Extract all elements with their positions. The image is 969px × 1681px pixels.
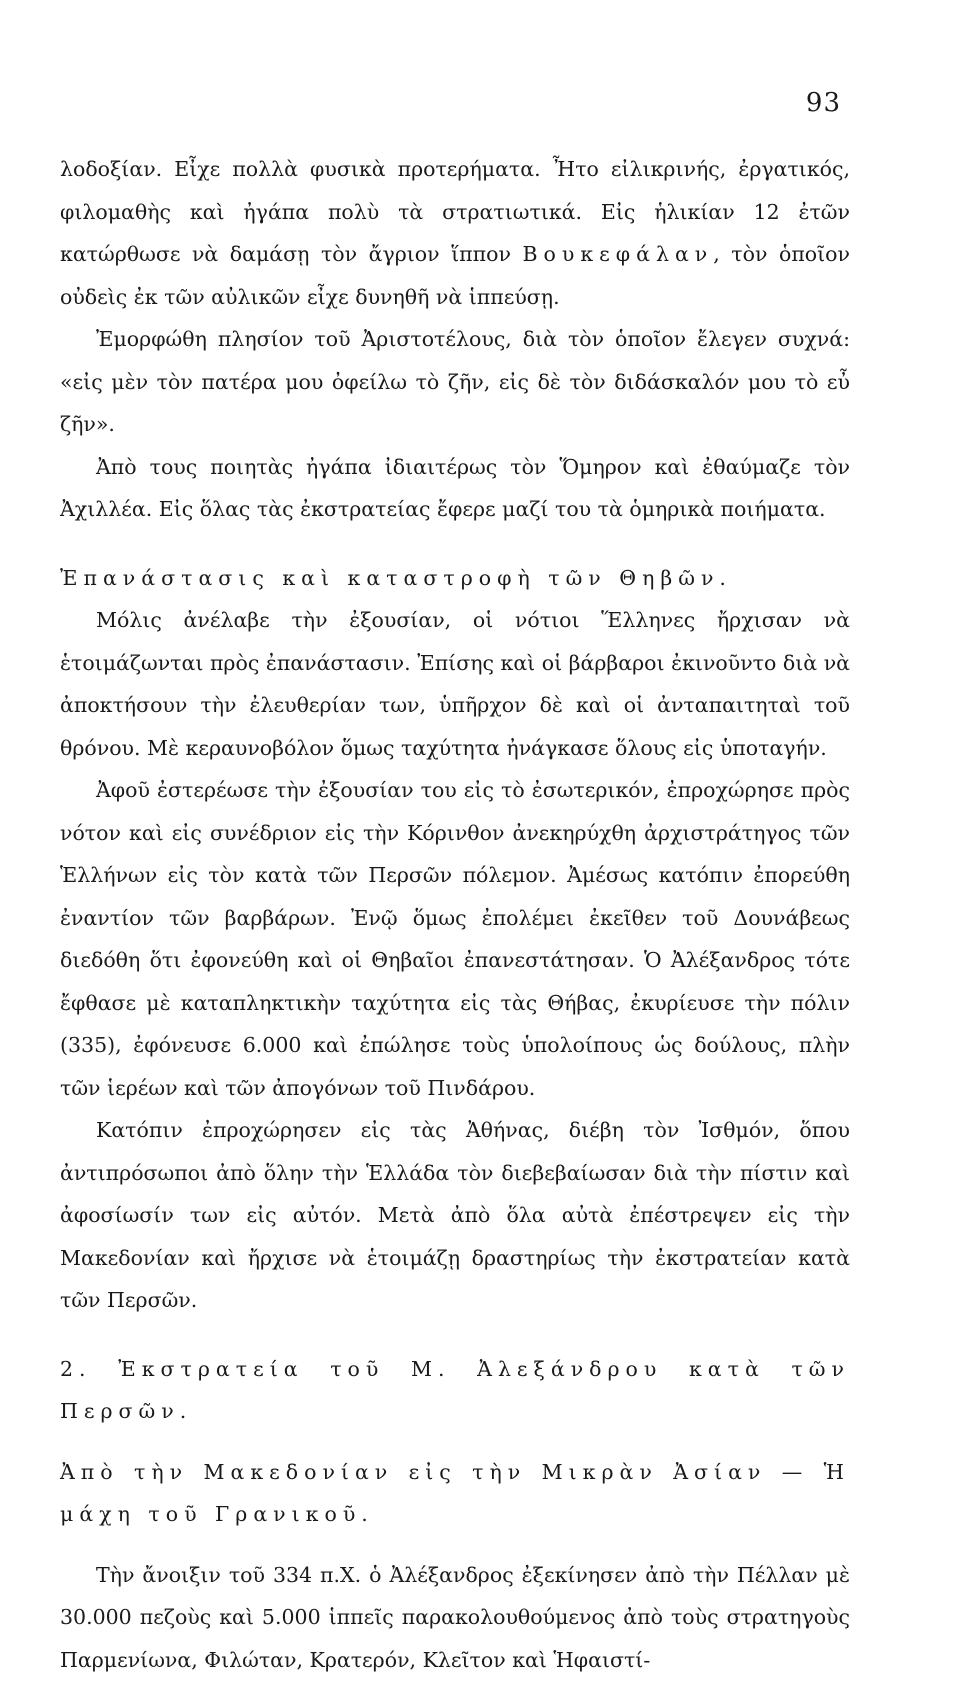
paragraph-text: λοδοξίαν. Εἶχε πολλὰ φυσικὰ προτερήματα. Ἦτο εἰλικρινής, ἐργατικός, φιλομαθὴς καὶ ἠγάπα πολὺ τὰ στρατιωτικά. Εἰς ἡλικίαν 12 ἐτῶν κατώρθωσε νὰ δαμάσῃ τὸν ἄγριον ἵππον: [60, 157, 850, 266]
section-heading-thebes: Ἐπανάστασις καὶ καταστροφὴ τῶν Θηβῶν.: [60, 557, 850, 600]
paragraph-homer: Ἀπὸ τους ποιητὰς ἠγάπα ἰδιαιτέρως τὸν Ὅμηρον καὶ ἐθαύμαζε τὸν Ἀχιλλέα. Εἰς ὅλας τὰς ἐκστρατείας ἔφερε μαζί του τὰ ὁμηρικὰ ποιήματα.: [60, 446, 850, 531]
body-text: [60, 148, 850, 1681]
paragraph-intro: [60, 148, 850, 318]
paragraph-revolt: Μόλις ἀνέλαβε τὴν ἐξουσίαν, οἱ νότιοι Ἕλληνες ἤρχισαν νὰ ἑτοιμάζωνται πρὸς ἐπανάστασιν. Ἐπίσης καὶ οἱ βάρβαροι ἐκινοῦντο διὰ νὰ ἀποκτήσουν τὴν ἐλευθερίαν των, ὑπῆρχον δὲ καὶ οἱ ἀνταπαιτηταὶ τοῦ θρόνου. Μὲ κεραυνοβόλον ὅμως ταχύτητα ἠνάγκασε ὅλους εἰς ὑποταγήν.: [60, 599, 850, 769]
page-number: 93: [806, 88, 841, 118]
section-title: Ἐκστρατεία τοῦ Μ. Ἀλεξάνδρου κατὰ τῶν Περσῶν.: [60, 1357, 850, 1424]
name-emphasis: Βουκεφάλαν: [522, 242, 713, 266]
section-number: 2.: [60, 1357, 92, 1381]
paragraph-corinth: Ἀφοῦ ἐστερέωσε τὴν ἐξουσίαν του εἰς τὸ ἐσωτερικόν, ἐπροχώρησε πρὸς νότον καὶ εἰς συνέδριον εἰς τὴν Κόρινθον ἀνεκηρύχθη ἀρχιστράτηγος τῶν Ἑλλήνων εἰς τὸν κατὰ τῶν Περσῶν πόλεμον. Ἀμέσως κατόπιν ἐπορεύθη ἐναντίον τῶν βαρβάρων. Ἐνῷ ὅμως ἐπολέμει ἐκεῖθεν τοῦ Δουνάβεως διεδόθη ὅτι ἐφονεύθη καὶ οἱ Θηβαῖοι ἐπανεστάτησαν. Ὁ Ἀλέξανδρος τότε ἔφθασε μὲ καταπληκτικὴν ταχύτητα εἰς τὰς Θήβας, ἐκυρίευσε τὴν πόλιν (335), ἐφόνευσε 6.000 καὶ ἐπώλησε τοὺς ὑπολοίπους ὡς δούλους, πλὴν τῶν ἱερέων καὶ τῶν ἀπογόνων τοῦ Πινδάρου.: [60, 769, 850, 1109]
paragraph-aristotle: Ἐμορφώθη πλησίον τοῦ Ἀριστοτέλους, διὰ τὸν ὁποῖον ἔλεγεν συχνά: «εἰς μὲν τὸν πατέρα μου ὀφείλω τὸ ζῆν, εἰς δὲ τὸν διδάσκαλόν μου τὸ εὖ ζῆν».: [60, 318, 850, 446]
paragraph-athens: Κατόπιν ἐπροχώρησεν εἰς τὰς Ἀθήνας, διέβη τὸν Ἰσθμόν, ὅπου ἀντιπρόσωποι ἀπὸ ὅλην τὴν Ἑλλάδα τὸν διεβεβαίωσαν διὰ τὴν πίστιν καὶ ἀφοσίωσίν των εἰς αὐτόν. Μετὰ ἀπὸ ὅλα αὐτὰ ἐπέστρεψεν εἰς τὴν Μακεδονίαν καὶ ἤρχισε νὰ ἑτοιμάζῃ δραστηρίως τὴν ἐκστρατείαν κατὰ τῶν Περσῶν.: [60, 1109, 850, 1322]
subheading-granicus: Ἀπὸ τὴν Μακεδονίαν εἰς τὴν Μικρὰν Ἀσίαν — Ἡ μάχη τοῦ Γρανικοῦ.: [60, 1451, 850, 1536]
paragraph-spring-334: Τὴν ἄνοιξιν τοῦ 334 π.Χ. ὁ Ἀλέξανδρος ἐξεκίνησεν ἀπὸ τὴν Πέλλαν μὲ 30.000 πεζοὺς καὶ 5.000 ἱππεῖς παρακολουθούμενος ἀπὸ τοὺς στρατηγοὺς Παρμενίωνα, Φιλώταν, Κρατερόν, Κλεῖτον καὶ Ἡφαιστί-: [60, 1554, 850, 1681]
paragraph-text-tail: , τὸν ὁποῖον οὐδεὶς ἐκ τῶν αὐλικῶν εἶχε δυνηθῆ νὰ ἱππεύσῃ.: [60, 242, 850, 309]
section-heading-campaign: [60, 1348, 850, 1433]
